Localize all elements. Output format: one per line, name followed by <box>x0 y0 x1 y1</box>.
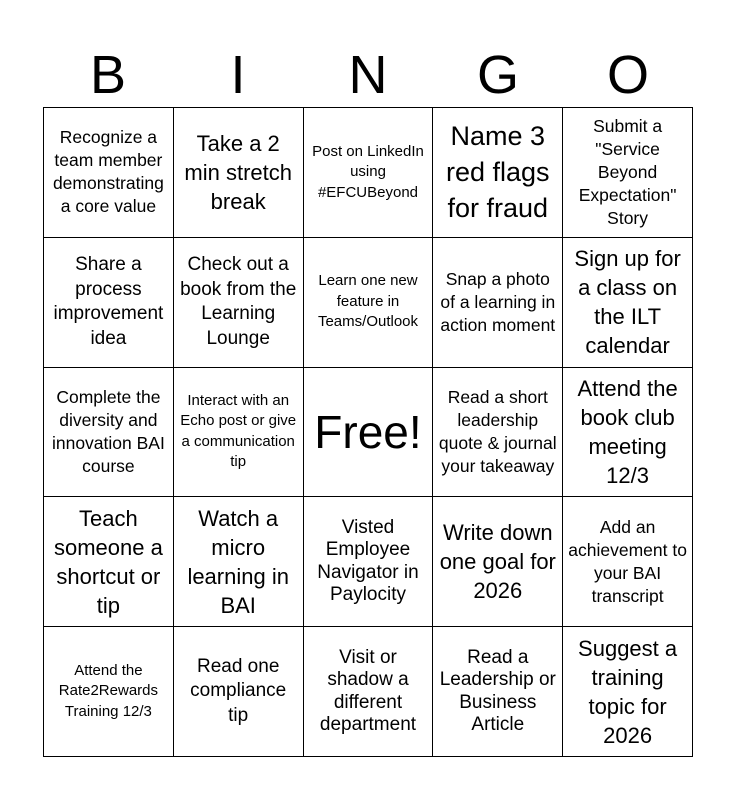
bingo-cell[interactable] <box>304 108 434 238</box>
bingo-cell[interactable] <box>44 108 174 238</box>
header-letter-g: G <box>476 45 519 105</box>
bingo-cell[interactable] <box>563 497 693 627</box>
header-letter-o: O <box>606 45 649 105</box>
bingo-cell[interactable] <box>433 108 563 238</box>
bingo-cell[interactable] <box>433 238 563 368</box>
bingo-cell[interactable] <box>44 238 174 368</box>
bingo-cell[interactable] <box>174 108 304 238</box>
cell-text: Complete the diversity and innovation BAI course <box>51 386 165 476</box>
cell-text: Suggest a training topic for 2026 <box>578 635 678 748</box>
free-space[interactable] <box>304 368 434 498</box>
cell-text: Teach someone a shortcut or tip <box>53 505 163 618</box>
bingo-cell[interactable] <box>563 627 693 757</box>
cell-text: Visted Employee Navigator in Paylocity <box>317 516 419 606</box>
free-space-label: Free! <box>314 405 422 458</box>
cell-text: Attend the Rate2Rewards Training 12/3 <box>58 661 158 720</box>
bingo-cell[interactable] <box>174 368 304 498</box>
cell-text: Post on LinkedIn using #EFCUBeyond <box>312 142 424 201</box>
bingo-cell[interactable] <box>563 238 693 368</box>
bingo-cell[interactable] <box>304 238 434 368</box>
bingo-header <box>43 44 693 106</box>
bingo-cell[interactable] <box>174 627 304 757</box>
cell-text: Read one compliance tip <box>190 655 287 726</box>
cell-text: Attend the book club meeting 12/3 <box>577 375 678 488</box>
cell-text: Add an achievement to your BAI transcript <box>568 516 687 606</box>
bingo-cell[interactable] <box>174 497 304 627</box>
bingo-cell[interactable] <box>174 238 304 368</box>
cell-text: Watch a micro learning in BAI <box>187 505 289 618</box>
bingo-cell[interactable] <box>304 497 434 627</box>
bingo-cell[interactable] <box>563 368 693 498</box>
bingo-cell[interactable] <box>304 627 434 757</box>
header-letter-i: I <box>230 45 246 105</box>
cell-text: Interact with an Echo post or give a communication tip <box>180 391 297 471</box>
header-letter-b: B <box>89 45 127 105</box>
cell-text: Read a Leadership or Business Article <box>439 646 556 736</box>
cell-text: Learn one new feature in Teams/Outlook <box>317 272 419 331</box>
header-letter-n: N <box>348 45 388 105</box>
bingo-cell[interactable] <box>433 627 563 757</box>
cell-text: Check out a book from the Learning Lounge <box>180 254 297 349</box>
cell-text: Share a process improvement idea <box>53 254 164 349</box>
bingo-cell[interactable] <box>44 627 174 757</box>
cell-text: Submit a "Service Beyond Expectation" Story <box>578 115 677 228</box>
bingo-cell[interactable] <box>44 368 174 498</box>
bingo-cell[interactable] <box>563 108 693 238</box>
cell-text: Name 3 red flags for fraud <box>446 121 550 224</box>
cell-text: Write down one goal for 2026 <box>439 520 556 604</box>
cell-text: Snap a photo of a learning in action moment <box>440 268 556 335</box>
cell-text: Sign up for a class on the ILT calendar <box>574 246 681 359</box>
bingo-cell[interactable] <box>44 497 174 627</box>
cell-text: Recognize a team member demonstrating a core value <box>52 127 164 217</box>
cell-text: Take a 2 min stretch break <box>184 130 292 214</box>
cell-text: Read a short leadership quote & journal your takeaway <box>438 386 557 476</box>
bingo-grid <box>43 107 693 757</box>
cell-text: Visit or shadow a different department <box>319 646 417 736</box>
bingo-cell[interactable] <box>433 368 563 498</box>
bingo-cell[interactable] <box>433 497 563 627</box>
